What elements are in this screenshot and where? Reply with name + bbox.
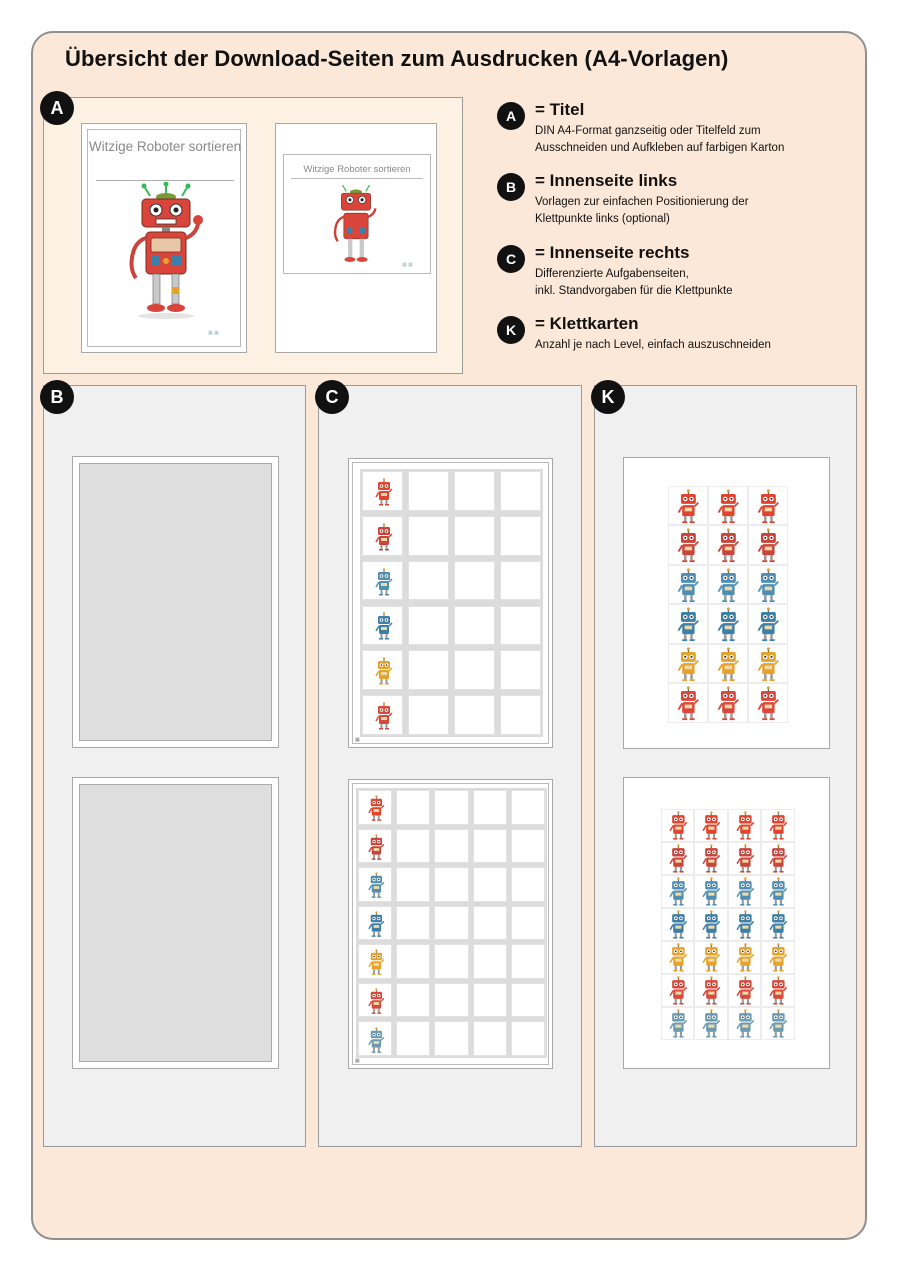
task-grid-empty-cell (473, 983, 507, 1018)
robot-card-icon (676, 528, 701, 563)
inner-left-page-1 (72, 456, 279, 748)
robot-card-icon (676, 686, 701, 721)
velcro-card (748, 525, 788, 565)
robot-card-icon (701, 943, 722, 972)
robot-card-icon (668, 976, 689, 1005)
titlefield-logo: ▦ ▦ (402, 262, 413, 268)
task-grid-empty-cell (500, 606, 541, 646)
task-grid-empty-cell (454, 561, 495, 601)
task-grid-empty-cell (396, 790, 430, 825)
velcro-card (668, 604, 708, 644)
legend-desc-b (535, 194, 749, 228)
velcro-card (694, 875, 728, 908)
task-grid-empty-cell (434, 1021, 468, 1056)
task-grid-empty-cell (434, 983, 468, 1018)
badge-c: C (315, 380, 349, 414)
task-grid-sample-cell (362, 695, 403, 735)
velcro-card (708, 644, 748, 684)
task-grid-empty-cell (454, 606, 495, 646)
task-grid-sample-cell (358, 906, 392, 941)
legend-desc-c-line2: inkl. Standvorgaben für die Klettpunkte (535, 285, 733, 297)
task-grid-empty-cell (511, 1021, 545, 1056)
velcro-card (748, 486, 788, 526)
legend-head-a: = Titel (535, 100, 585, 119)
velcro-card (694, 809, 728, 842)
robot-card-icon (701, 910, 722, 939)
task-grid-empty-cell (396, 829, 430, 864)
title-field-text: Witzige Roboter sortieren (303, 164, 411, 175)
panel-b-inner-left (43, 385, 306, 1147)
velcro-card (661, 908, 695, 941)
task-grid-empty-cell (511, 867, 545, 902)
velcro-card (708, 525, 748, 565)
robot-illustration-large (120, 182, 212, 324)
legend-desc-k-line1: Anzahl je nach Level, einfach auszuschneiden (535, 339, 771, 351)
robot-card-icon (735, 910, 756, 939)
cover-page-titlefield (275, 123, 437, 353)
task-grid-empty-cell (473, 867, 507, 902)
task-grid-empty-cell (500, 695, 541, 735)
velcro-card (694, 941, 728, 974)
task-grid-empty-cell (473, 829, 507, 864)
task-grid-empty-cell (511, 944, 545, 979)
task-grid-sample-cell (362, 650, 403, 690)
cover-page-full (81, 123, 247, 353)
robot-sample-icon (367, 834, 386, 860)
velcro-card (761, 809, 795, 842)
task-grid-sample-cell (358, 1021, 392, 1056)
robot-card-icon (735, 976, 756, 1005)
velcro-card (728, 842, 762, 875)
task-grid-sample-cell (362, 606, 403, 646)
task-grid-empty-cell (408, 516, 449, 556)
legend-desc-a (535, 123, 784, 157)
cover-title: Witzige Roboter sortieren (88, 139, 242, 154)
task-grid-empty-cell (500, 516, 541, 556)
task-grid-sample-cell (362, 471, 403, 511)
task-grid-empty-cell (500, 650, 541, 690)
velcro-card (761, 941, 795, 974)
legend-badge-b: B (497, 173, 525, 201)
robot-card-icon (768, 943, 789, 972)
task-grid-empty-cell (434, 829, 468, 864)
task-grid-empty-cell (408, 471, 449, 511)
task-grid-empty-cell (500, 561, 541, 601)
robot-card-icon (756, 607, 781, 642)
robot-card-icon (768, 844, 789, 873)
task-grid-empty-cell (511, 906, 545, 941)
velcro-card (661, 941, 695, 974)
task-grid-sample-cell (362, 516, 403, 556)
task-grid-empty-cell (434, 906, 468, 941)
robot-card-icon (756, 489, 781, 524)
cards-page-4-columns (623, 777, 830, 1069)
panel-c-inner-right (318, 385, 582, 1147)
task-page-logo: ▦ (355, 1058, 360, 1064)
legend-desc-a-line2: Ausschneiden und Aufkleben auf farbigen Karton (535, 142, 785, 154)
velcro-card (668, 525, 708, 565)
velcro-card (761, 974, 795, 1007)
velcro-card (728, 974, 762, 1007)
task-grid-empty-cell (408, 650, 449, 690)
velcro-card (708, 604, 748, 644)
velcro-card (748, 683, 788, 723)
robot-sample-icon (367, 795, 386, 821)
task-grid-empty-cell (396, 944, 430, 979)
velcro-card (748, 644, 788, 684)
robot-card-icon (668, 877, 689, 906)
robot-card-icon (768, 811, 789, 840)
velcro-card (661, 875, 695, 908)
velcro-card (694, 908, 728, 941)
robot-card-icon (668, 1009, 689, 1038)
robot-card-icon (716, 568, 741, 603)
robot-card-icon (756, 528, 781, 563)
velcro-card (728, 908, 762, 941)
legend-badge-a: A (497, 102, 525, 130)
robot-card-icon (768, 1009, 789, 1038)
velcro-card (668, 486, 708, 526)
task-grid-empty-cell (396, 983, 430, 1018)
legend-badge-k: K (497, 316, 525, 344)
inner-left-page-1-area (79, 463, 272, 741)
task-page-level-1 (348, 458, 553, 748)
velcro-card (708, 683, 748, 723)
robot-card-icon (668, 910, 689, 939)
task-grid-empty-cell (408, 606, 449, 646)
robot-card-icon (756, 568, 781, 603)
robot-card-icon (701, 976, 722, 1005)
robot-sample-icon (367, 988, 386, 1014)
panel-k-cards (594, 385, 857, 1147)
legend-desc-c (535, 266, 733, 300)
panel-a-title-pages (43, 97, 463, 374)
robot-card-icon (701, 844, 722, 873)
robot-card-icon (735, 844, 756, 873)
velcro-card (661, 974, 695, 1007)
velcro-card (668, 683, 708, 723)
velcro-card (761, 842, 795, 875)
task-grid-empty-cell (511, 790, 545, 825)
robot-card-icon (735, 943, 756, 972)
velcro-card (661, 809, 695, 842)
page-title: Übersicht der Download-Seiten zum Ausdrucken (A4-Vorlagen) (65, 46, 729, 71)
task-grid-empty-cell (408, 561, 449, 601)
robot-card-icon (668, 844, 689, 873)
robot-sample-icon (374, 568, 394, 596)
robot-card-icon (701, 811, 722, 840)
robot-card-icon (676, 607, 701, 642)
robot-sample-icon (374, 657, 394, 685)
robot-sample-icon (374, 478, 394, 506)
velcro-card (728, 875, 762, 908)
legend-desc-c-line1: Differenzierte Aufgabenseiten, (535, 268, 689, 280)
badge-b: B (40, 380, 74, 414)
robot-card-icon (756, 647, 781, 682)
velcro-card (708, 486, 748, 526)
robot-card-icon (701, 1009, 722, 1038)
task-grid-empty-cell (454, 471, 495, 511)
velcro-card (728, 941, 762, 974)
robot-sample-icon (367, 949, 386, 975)
robot-card-icon (716, 528, 741, 563)
robot-card-icon (716, 489, 741, 524)
robot-card-icon (701, 877, 722, 906)
task-grid-empty-cell (473, 906, 507, 941)
task-grid-empty-cell (454, 650, 495, 690)
robot-card-icon (768, 877, 789, 906)
legend-head-c: = Innenseite rechts (535, 243, 690, 262)
title-field-divider (291, 178, 423, 179)
robot-card-icon (668, 811, 689, 840)
task-grid-sample-cell (358, 944, 392, 979)
velcro-card (761, 875, 795, 908)
task-grid-empty-cell (473, 944, 507, 979)
task-grid-empty-cell (434, 867, 468, 902)
robot-card-icon (668, 943, 689, 972)
robot-card-icon (768, 910, 789, 939)
legend-badge-c: C (497, 245, 525, 273)
robot-card-icon (756, 686, 781, 721)
task-grid-empty-cell (408, 695, 449, 735)
velcro-card (761, 908, 795, 941)
task-grid-empty-cell (473, 790, 507, 825)
task-grid-empty-cell (511, 983, 545, 1018)
robot-card-icon (716, 647, 741, 682)
task-grid-sample-cell (358, 983, 392, 1018)
task-grid-sample-cell (362, 561, 403, 601)
cover-logo: ▦ ▦ (208, 330, 219, 336)
robot-card-icon (716, 607, 741, 642)
velcro-card (694, 1007, 728, 1040)
robot-sample-icon (374, 523, 394, 551)
robot-sample-icon (367, 872, 386, 898)
task-grid-empty-cell (396, 906, 430, 941)
velcro-card (728, 1007, 762, 1040)
robot-sample-icon (367, 1027, 386, 1053)
velcro-card (668, 644, 708, 684)
task-grid-empty-cell (473, 1021, 507, 1056)
task-grid-empty-cell (396, 1021, 430, 1056)
task-grid-empty-cell (454, 695, 495, 735)
task-grid-sample-cell (358, 829, 392, 864)
robot-sample-icon (374, 702, 394, 730)
robot-card-icon (735, 811, 756, 840)
task-grid-empty-cell (434, 944, 468, 979)
legend-desc-k (535, 337, 771, 354)
task-page-level-2 (348, 779, 553, 1069)
robot-card-icon (768, 976, 789, 1005)
legend-desc-b-line1: Vorlagen zur einfachen Positionierung der (535, 196, 749, 208)
velcro-card (694, 974, 728, 1007)
robot-sample-icon (367, 911, 386, 937)
robot-sample-icon (374, 612, 394, 640)
task-page-logo: ▦ (355, 737, 360, 743)
velcro-card (661, 842, 695, 875)
task-grid-empty-cell (511, 829, 545, 864)
robot-card-icon (676, 647, 701, 682)
task-grid-empty-cell (434, 790, 468, 825)
legend-head-k: = Klettkarten (535, 314, 639, 333)
robot-card-icon (676, 489, 701, 524)
legend-desc-a-line1: DIN A4-Format ganzseitig oder Titelfeld zum (535, 125, 761, 137)
velcro-card (748, 565, 788, 605)
velcro-card (661, 1007, 695, 1040)
robot-card-icon (676, 568, 701, 603)
velcro-card (708, 565, 748, 605)
robot-card-icon (716, 686, 741, 721)
velcro-card (694, 842, 728, 875)
robot-card-icon (735, 877, 756, 906)
task-grid-empty-cell (500, 471, 541, 511)
task-grid-empty-cell (396, 867, 430, 902)
velcro-card (761, 1007, 795, 1040)
cards-page-3-columns (623, 457, 830, 749)
badge-k: K (591, 380, 625, 414)
task-grid-sample-cell (358, 790, 392, 825)
inner-left-page-2 (72, 777, 279, 1069)
legend-head-b: = Innenseite links (535, 171, 678, 190)
task-grid-sample-cell (358, 867, 392, 902)
cover-divider (96, 180, 234, 181)
inner-left-page-2-area (79, 784, 272, 1062)
robot-illustration-small (328, 182, 384, 270)
velcro-card (728, 809, 762, 842)
velcro-card (668, 565, 708, 605)
velcro-card (748, 604, 788, 644)
task-grid-empty-cell (454, 516, 495, 556)
robot-card-icon (735, 1009, 756, 1038)
legend-desc-b-line2: Klettpunkte links (optional) (535, 213, 670, 225)
badge-a: A (40, 91, 74, 125)
